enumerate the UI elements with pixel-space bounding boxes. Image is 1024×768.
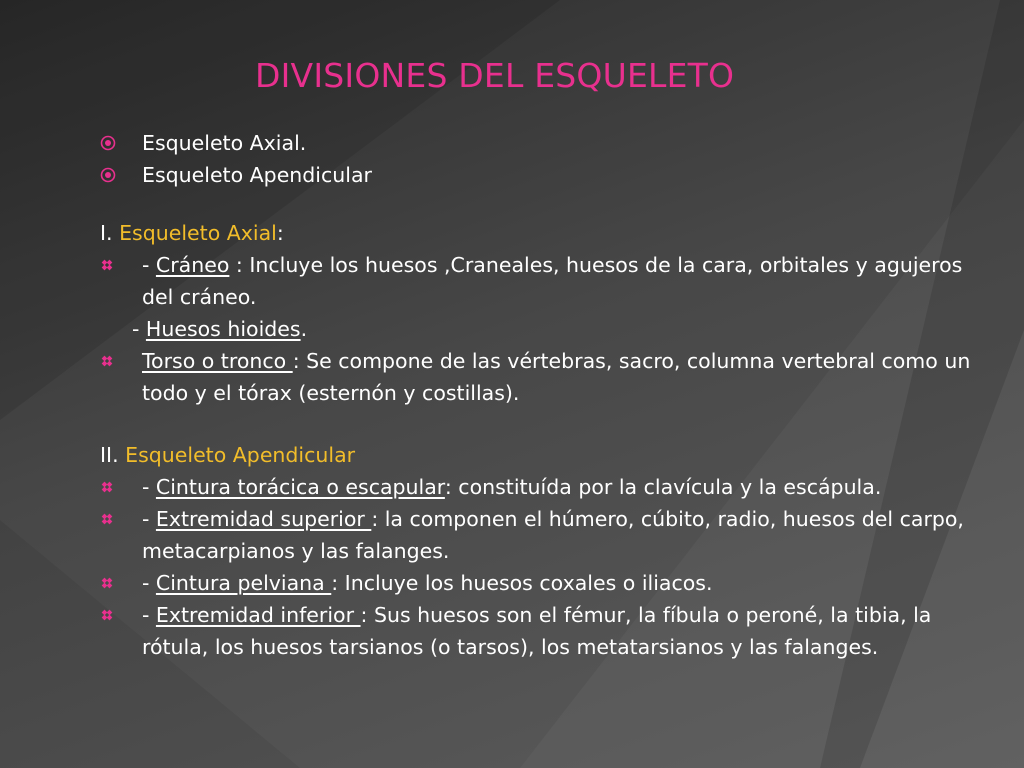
item-description: : Incluye los huesos coxales o iliacos. <box>331 571 713 595</box>
item-term: Extremidad superior <box>155 507 372 531</box>
item-term: Cintura pelviana <box>155 571 332 595</box>
list-item-cintura-toracica <box>100 471 990 503</box>
slide-body <box>100 127 990 663</box>
diamond-bullet-icon <box>100 249 142 281</box>
diamond-bullet-icon <box>100 345 142 377</box>
item-description: : constituída por la clavícula y la escápula. <box>444 475 882 499</box>
item-prefix: - <box>142 475 156 499</box>
item-term: Extremidad inferior <box>155 603 361 627</box>
diamond-bullet-icon <box>100 599 142 631</box>
item-description: . <box>300 317 308 341</box>
section-colon: : <box>276 221 284 245</box>
item-prefix: - <box>142 507 156 531</box>
item-prefix: - <box>142 571 156 595</box>
intro-list-item <box>100 127 990 159</box>
list-item-extremidad-inferior <box>100 599 990 663</box>
item-description: : la componen el húmero, cúbito, radio, huesos del carpo, metacarpianos y las falanges. <box>142 507 964 563</box>
list-item-hioides <box>100 313 990 345</box>
list-item-torso <box>100 345 990 409</box>
diamond-bullet-icon <box>100 567 142 599</box>
item-prefix: - <box>142 603 156 627</box>
item-term: Cintura torácica o escapular <box>155 475 445 499</box>
diamond-bullet-icon <box>100 503 142 535</box>
item-term: Huesos hioides <box>145 317 301 341</box>
list-item-craneo <box>100 249 990 313</box>
item-term: Cráneo <box>155 253 230 277</box>
section-numeral: I. <box>100 221 120 245</box>
item-description: : Sus huesos son el fémur, la fíbula o peroné, la tibia, la rótula, los huesos tarsianos (o tarsos), los metatarsianos y las falanges. <box>142 603 932 659</box>
item-prefix: - <box>132 317 146 341</box>
section-numeral: II. <box>100 443 126 467</box>
section-heading-text: Esqueleto Apendicular <box>125 443 356 467</box>
section-heading-text: Esqueleto Axial <box>119 221 277 245</box>
section-heading-axial <box>100 217 990 249</box>
item-description: : Se compone de las vértebras, sacro, columna vertebral como un todo y el tórax (esternón y costillas). <box>142 349 971 405</box>
circle-bullet-icon <box>100 127 142 159</box>
list-item-extremidad-superior <box>100 503 990 567</box>
circle-bullet-icon <box>100 159 142 191</box>
item-description: : Incluye los huesos ,Craneales, huesos de la cara, orbitales y agujeros del cráneo. <box>142 253 963 309</box>
slide-title: DIVISIONES DEL ESQUELETO <box>255 56 735 95</box>
intro-list-item <box>100 159 990 191</box>
list-item-cintura-pelviana <box>100 567 990 599</box>
intro-item-text: Esqueleto Apendicular <box>142 163 372 187</box>
intro-item-text: Esqueleto Axial. <box>142 131 307 155</box>
item-prefix: - <box>142 253 156 277</box>
item-term: Torso o tronco <box>142 349 293 373</box>
diamond-bullet-icon <box>100 471 142 503</box>
section-heading-apendicular <box>100 439 990 471</box>
